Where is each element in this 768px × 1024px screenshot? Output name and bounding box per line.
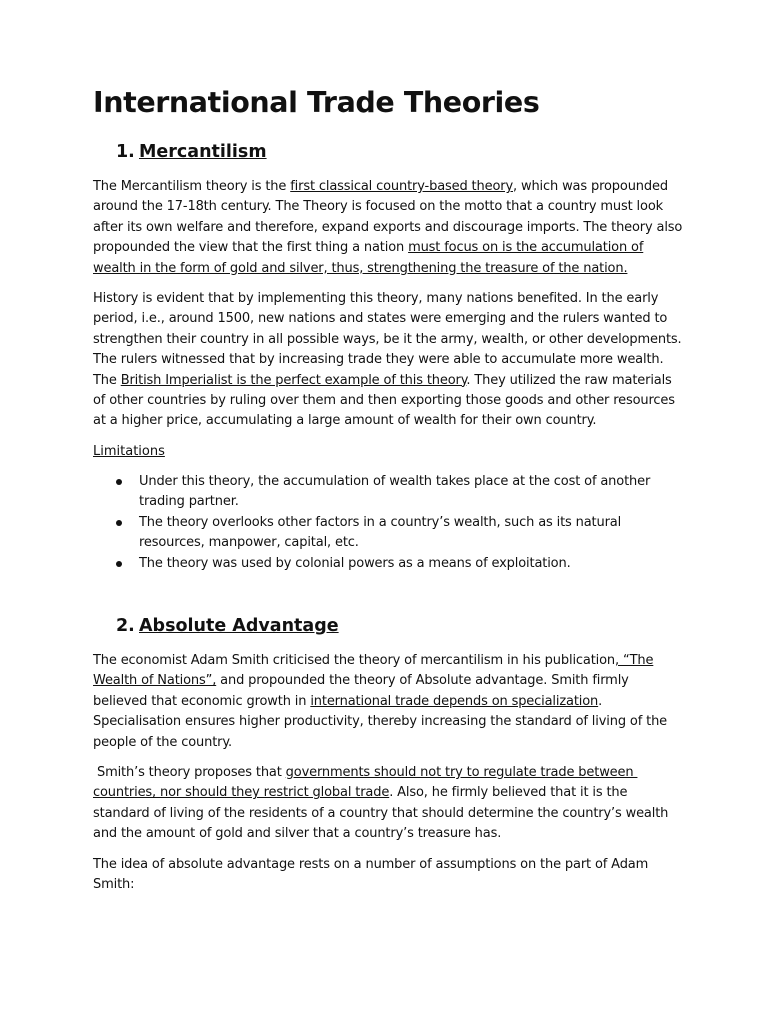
text-run: The economist Adam Smith criticised the theory of mercantilism in his publication xyxy=(93,653,616,668)
text-line: Smith: xyxy=(93,877,135,893)
text-line: and the amount of gold and silver that a country’s treasure has. xyxy=(93,826,502,842)
text-run: , which was propounded xyxy=(513,179,668,194)
text-line: resources, manpower, capital, etc. xyxy=(139,535,359,551)
text-run: . xyxy=(598,693,603,709)
text-line: around the 17-18th century. The Theory is focused on the motto that a country must look xyxy=(93,199,663,215)
text-line: The theory overlooks other factors in a country’s wealth, such as its natural xyxy=(139,514,622,530)
underlined-text: first classical country-based theory xyxy=(290,179,513,194)
section-title: Absolute Advantage xyxy=(139,616,339,636)
underlined-text: countries, nor should they restrict global trade xyxy=(93,785,390,801)
text-line: History is evident that by implementing this theory, many nations benefited. In the early xyxy=(93,291,659,306)
text-run: The Mercantilism theory is the xyxy=(93,179,291,194)
underlined-text: must focus on is the accumulation of xyxy=(408,240,644,256)
text-line: The rulers witnessed that by increasing trade they were able to accumulate more wealth. xyxy=(93,352,664,368)
limitations-label: Limitations xyxy=(93,444,165,459)
text-line: of other countries by ruling over them and then exporting those goods and other resources xyxy=(93,392,675,408)
underlined-text: , “The xyxy=(615,653,654,668)
section-number: 1. xyxy=(116,142,135,162)
underlined-text: Wealth of Nations”, xyxy=(93,673,217,689)
text-line: standard of living of the residents of a country that should determine the country’s wealth xyxy=(93,805,669,821)
section-title: Mercantilism xyxy=(139,142,267,162)
text-line: after its own welfare and therefore, expand exports and discourage imports. The theory also xyxy=(93,219,683,235)
mercantilism-paragraph-2 xyxy=(93,289,683,432)
list-item xyxy=(93,554,683,574)
list-item xyxy=(93,513,683,554)
text-line: Specialisation ensures higher productivity, thereby increasing the standard of living of the xyxy=(93,714,667,730)
underlined-text: British Imperialist is the perfect example of this theory xyxy=(120,372,467,388)
absolute-advantage-paragraph-1 xyxy=(93,651,683,753)
text-run: . They utilized the raw materials xyxy=(466,372,672,388)
underlined-text: wealth in the form of gold and silver, thus, strengthening the treasure of the nation. xyxy=(93,260,628,276)
absolute-advantage-paragraph-3 xyxy=(93,855,683,896)
underlined-text: international trade depends on specialization xyxy=(310,693,599,709)
text-line: period, i.e., around 1500, new nations and states were emerging and the rulers wanted to xyxy=(93,311,668,327)
text-line: The theory was used by colonial powers as a means of exploitation. xyxy=(139,555,571,571)
bullet-icon xyxy=(116,561,122,567)
section-number: 2. xyxy=(116,616,135,636)
text-run: The xyxy=(93,372,121,388)
text-line: people of the country. xyxy=(93,734,233,750)
underlined-text: governments should not try to regulate trade between xyxy=(285,765,638,780)
mercantilism-paragraph-1 xyxy=(93,177,683,279)
section-heading-absolute-advantage xyxy=(116,616,339,636)
text-run: propounded the view that the first thing a nation xyxy=(93,240,409,256)
text-line: The idea of absolute advantage rests on a number of assumptions on the part of Adam xyxy=(93,857,649,872)
limitations-list xyxy=(93,472,683,574)
text-line: at a higher price, accumulating a large amount of wealth for their own country. xyxy=(93,413,597,429)
text-run: believed that economic growth in xyxy=(93,693,311,709)
section-heading-mercantilism xyxy=(116,142,267,162)
text-line: strengthen their country in all possible ways, be it the army, wealth, or other developments. xyxy=(93,331,682,347)
text-run: . Also, he firmly believed that it is the xyxy=(389,785,628,801)
bullet-icon xyxy=(116,520,122,526)
text-run: Smith’s theory proposes that xyxy=(93,765,286,780)
bullet-icon xyxy=(116,479,122,485)
absolute-advantage-paragraph-2 xyxy=(93,763,683,845)
text-line: trading partner. xyxy=(139,494,239,510)
text-run: and propounded the theory of Absolute advantage. Smith firmly xyxy=(216,673,629,689)
document-title: International Trade Theories xyxy=(93,86,540,119)
text-line: Under this theory, the accumulation of wealth takes place at the cost of another xyxy=(139,474,651,489)
list-item xyxy=(93,472,683,513)
